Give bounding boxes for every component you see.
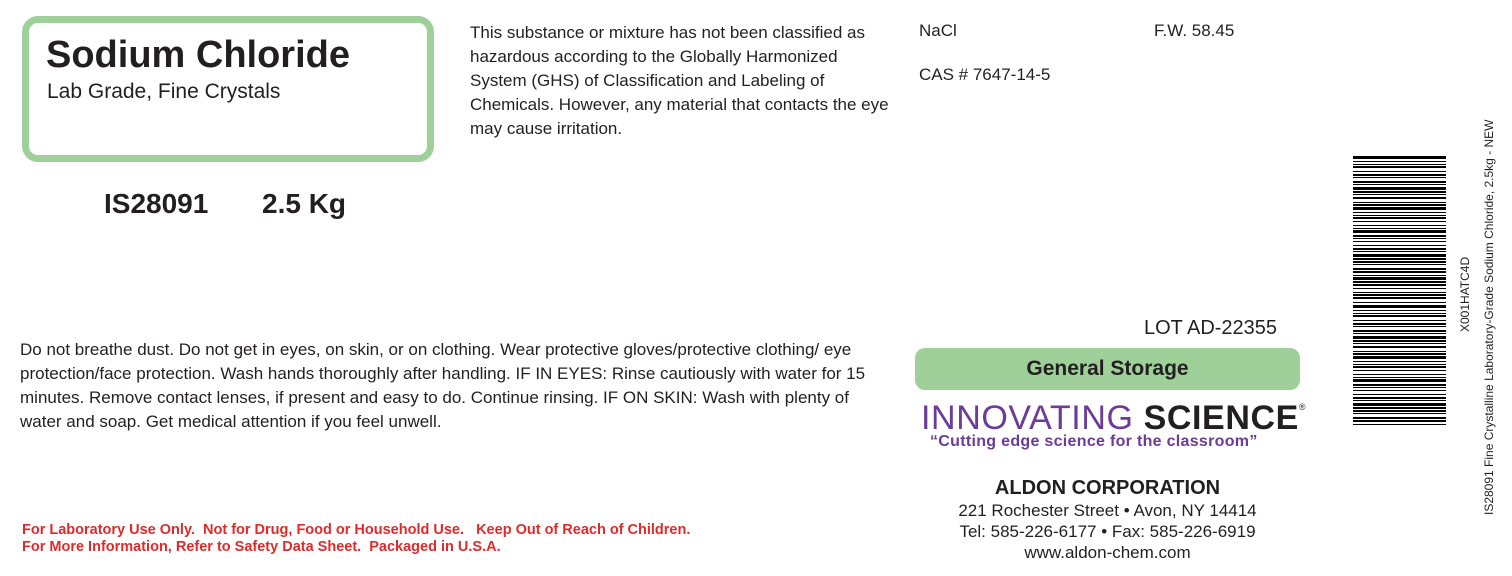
barcode-bar <box>1353 315 1446 317</box>
barcode-bar <box>1353 353 1446 355</box>
company-website: www.aldon-chem.com <box>1024 543 1191 562</box>
barcode-bar <box>1353 164 1446 165</box>
barcode-bar <box>1353 387 1446 388</box>
company-block <box>915 476 1300 563</box>
barcode-bar <box>1353 241 1446 242</box>
barcode-bar <box>1353 310 1446 311</box>
barcode-listing-title: IS28091 Fine Crystalline Laboratory-Grade Sodium Chloride, 2.5kg - NEW <box>1482 119 1496 515</box>
barcode-bar <box>1353 248 1446 250</box>
formula-weight: F.W. 58.45 <box>1154 21 1235 40</box>
barcode-bar <box>1353 281 1446 283</box>
registered-mark: ® <box>1298 402 1307 412</box>
barcode-bar <box>1353 361 1446 362</box>
barcode-bar <box>1353 323 1446 325</box>
barcode-bar <box>1353 379 1446 382</box>
barcode-bar <box>1353 221 1446 222</box>
barcode-bar <box>1353 394 1446 395</box>
barcode-bar <box>1353 313 1446 314</box>
precautionary-statements: Do not breathe dust. Do not get in eyes, on skin, or on clothing. Wear protective gloves/protective clothing/ eye protection/face protection. Wash hands thoroughly after handling. IF IN EYES: Rinse cautiously with water for 15 minutes. Remove contact lenses, if present and easy to do. Continue rinsing. IF ON SKIN: Wash with plenty of water and soap. Get medical attention if you feel unwell. <box>20 340 866 431</box>
barcode-bar <box>1353 374 1446 375</box>
barcode-bar <box>1353 326 1446 327</box>
barcode-bar <box>1353 275 1446 276</box>
barcode-bar <box>1353 400 1446 401</box>
item-number: IS28091 <box>104 188 209 219</box>
product-grade: Lab Grade, Fine Crystals <box>47 80 281 103</box>
barcode-bar <box>1353 184 1446 185</box>
barcode-bar <box>1353 343 1446 344</box>
barcode-bar <box>1353 212 1446 213</box>
barcode-bar <box>1353 351 1446 352</box>
barcode-bar <box>1353 302 1446 303</box>
company-phone-fax: Tel: 585-226-6177 • Fax: 585-226-6919 <box>959 522 1256 541</box>
barcode-bar <box>1353 187 1446 190</box>
barcode-bar <box>1353 288 1446 289</box>
barcode-bar <box>1353 177 1446 178</box>
barcode-bar <box>1353 171 1446 172</box>
barcode-bar <box>1353 268 1446 270</box>
barcode-bar <box>1353 340 1446 342</box>
barcode <box>1353 156 1446 426</box>
brand-tagline: “Cutting edge science for the classroom” <box>930 433 1258 450</box>
barcode-bar <box>1353 235 1446 237</box>
barcode-bar <box>1353 181 1446 183</box>
barcode-bar <box>1353 161 1446 162</box>
barcode-bar <box>1353 207 1446 210</box>
barcode-bar <box>1353 230 1446 233</box>
barcode-bar <box>1353 194 1446 195</box>
barcode-bar <box>1353 225 1446 226</box>
barcode-bar <box>1353 320 1446 321</box>
disclaimer-line-1: For Laboratory Use Only. Not for Drug, Food or Household Use. Keep Out of Reach of Children. <box>22 522 691 538</box>
barcode-bar <box>1353 284 1446 286</box>
barcode-bar <box>1353 346 1446 348</box>
barcode-bar <box>1353 403 1446 406</box>
barcode-bar <box>1353 197 1446 199</box>
barcode-bar <box>1353 410 1446 412</box>
barcode-bar <box>1353 413 1446 414</box>
barcode-bar <box>1353 258 1446 260</box>
barcode-bar <box>1353 292 1446 293</box>
chemical-formula: NaCl <box>919 21 957 40</box>
barcode-bar <box>1353 417 1446 419</box>
barcode-bar <box>1353 364 1446 365</box>
barcode-bar <box>1353 420 1446 422</box>
company-name: ALDON CORPORATION <box>994 477 1221 499</box>
barcode-bar <box>1353 238 1446 239</box>
company-address: 221 Rochester Street • Avon, NY 14414 <box>958 501 1257 520</box>
barcode-bar <box>1353 294 1446 296</box>
barcode-bar <box>1353 228 1446 229</box>
cas-number: CAS # 7647-14-5 <box>919 65 1051 84</box>
barcode-bar <box>1353 204 1446 206</box>
barcode-bar <box>1353 377 1446 378</box>
barcode-bar <box>1353 215 1446 216</box>
barcode-bar <box>1353 356 1446 359</box>
barcode-bar <box>1353 245 1446 246</box>
lot-number: LOT AD-22355 <box>1144 317 1278 339</box>
barcode-bar <box>1353 156 1446 159</box>
barcode-bar <box>1353 297 1446 299</box>
barcode-bar <box>1353 174 1446 176</box>
barcode-bar <box>1353 202 1446 203</box>
brand-word-innovating: INNOVATING <box>921 399 1134 437</box>
barcode-bar <box>1353 407 1446 409</box>
barcode-bar <box>1353 370 1446 371</box>
barcode-bar <box>1353 333 1446 334</box>
barcode-bar <box>1353 277 1446 280</box>
brand-word-science: SCIENCE <box>1143 399 1299 437</box>
barcode-bar <box>1353 384 1446 386</box>
barcode-bar <box>1353 397 1446 399</box>
barcode-bar <box>1353 217 1446 219</box>
brand-logo <box>921 398 1306 438</box>
barcode-fnsku: X001HATC4D <box>1458 256 1472 332</box>
barcode-bar <box>1353 166 1446 168</box>
barcode-bar <box>1353 424 1446 425</box>
barcode-bar <box>1353 390 1446 391</box>
barcode-bar <box>1353 305 1446 308</box>
barcode-bar <box>1353 271 1446 273</box>
disclaimer-line-2: For More Information, Refer to Safety Data Sheet. Packaged in U.S.A. <box>22 539 501 555</box>
storage-badge: General Storage <box>915 348 1300 390</box>
usage-disclaimer <box>22 522 690 556</box>
barcode-bar <box>1353 254 1446 257</box>
barcode-bar <box>1353 191 1446 193</box>
barcode-bar <box>1353 336 1446 339</box>
product-name: Sodium Chloride <box>46 34 350 76</box>
package-size: 2.5 Kg <box>262 188 347 219</box>
barcode-bar <box>1353 366 1446 368</box>
barcode-bar <box>1353 264 1446 265</box>
barcode-bar <box>1353 261 1446 263</box>
barcode-bar <box>1353 251 1446 252</box>
barcode-bar <box>1353 330 1446 332</box>
hazard-statement: This substance or mixture has not been classified as hazardous according to the Globally Harmonized System (GHS) of Classification and Labeling of Chemicals. However, any material that contacts the eye may cause irritation. <box>470 23 889 138</box>
